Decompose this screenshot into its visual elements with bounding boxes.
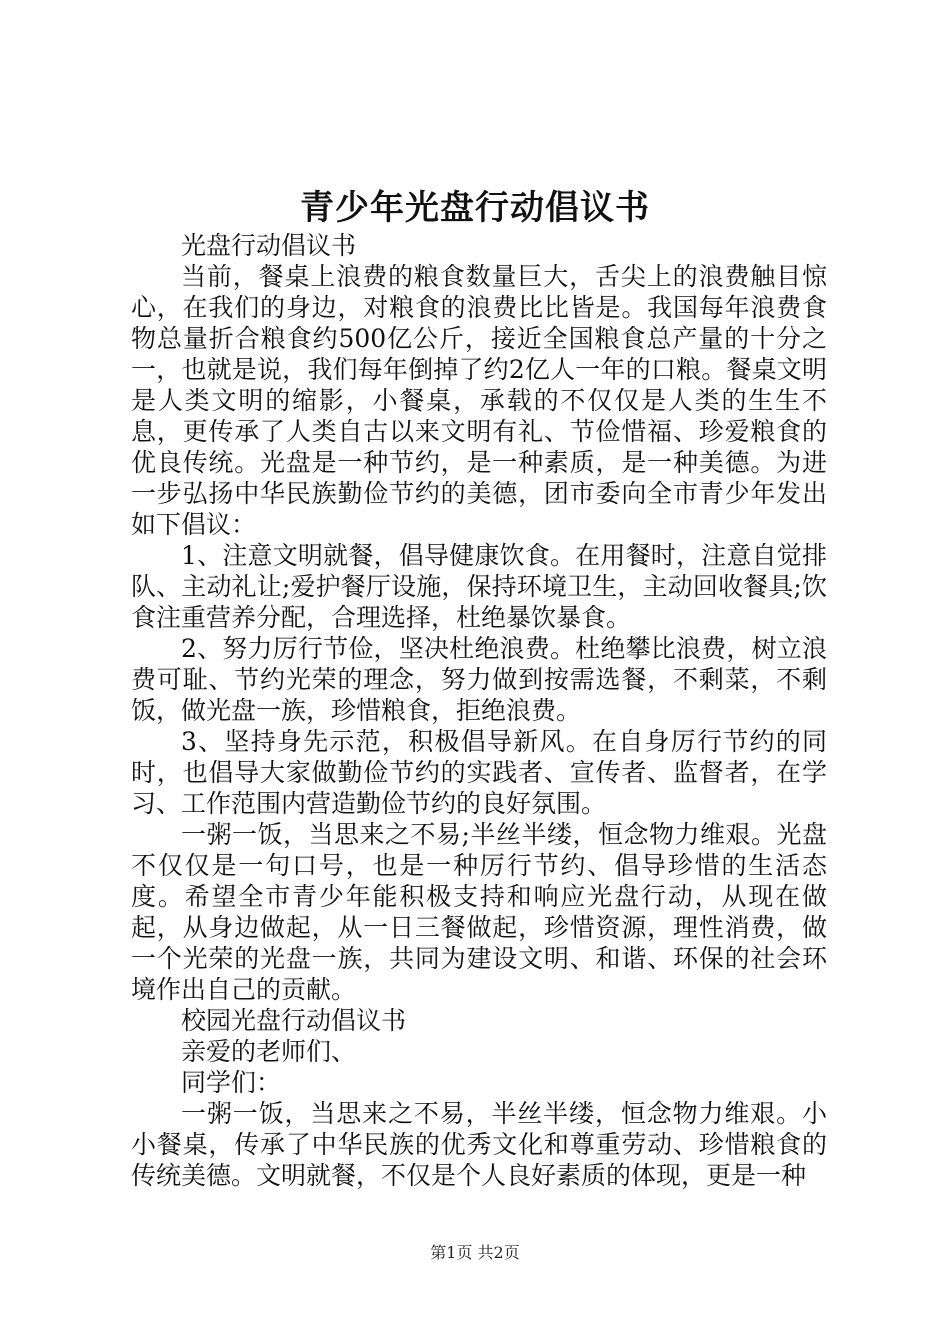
paragraph-conclusion: 一粥一饭，当思来之不易;半丝半缕，恒念物力维艰。光盘不仅仅是一句口号，也是一种厉行节约、倡导珍惜的生活态度。希望全市青少年能积极支持和响应光盘行动，从现在做起，从身边做起，从一日三餐做起，珍惜资源，理性消费，做一个光荣的光盘一族，共同为建设文明、和谐、环保的社会环境作出自己的贡献。 xyxy=(131,820,827,1004)
paragraph-intro: 当前，餐桌上浪费的粮食数量巨大，舌尖上的浪费触目惊心，在我们的身边，对粮食的浪费比比皆是。我国每年浪费食物总量折合粮食约500亿公斤，接近全国粮食总产量的十分之一，也就是说，我们每年倒掉了约2亿人一年的口粮。餐桌文明是人类文明的缩影，小餐桌，承载的不仅仅是人类的生生不息，更传承了人类自古以来文明有礼、节俭惜福、珍爱粮食的优良传统。光盘是一种节约，是一种素质，是一种美德。为进一步弘扬中华民族勤俭节约的美德，团市委向全市青少年发出如下倡议： xyxy=(131,262,827,539)
paragraph-heading-1: 光盘行动倡议书 xyxy=(181,231,357,260)
document-body xyxy=(131,230,827,1191)
paragraph-heading-2: 校园光盘行动倡议书 xyxy=(181,1006,407,1035)
paragraph-proposal-2: 2、努力厉行节俭，坚决杜绝浪费。杜绝攀比浪费，树立浪费可耻、节约光荣的理念，努力做到按需选餐，不剩菜，不剩饭，做光盘一族，珍惜粮食，拒绝浪费。 xyxy=(131,634,827,725)
paragraph-salutation-1: 亲爱的老师们、 xyxy=(181,1037,357,1066)
page-footer: 第1页 共2页 xyxy=(430,1243,520,1262)
paragraph-campus-intro: 一粥一饭，当思来之不易，半丝半缕，恒念物力维艰。小小餐桌，传承了中华民族的优秀文化和尊重劳动、珍惜粮食的传统美德。文明就餐，不仅是个人良好素质的体现，更是一种 xyxy=(131,1099,827,1190)
paragraph-proposal-3: 3、坚持身先示范，积极倡导新风。在自身厉行节约的同时，也倡导大家做勤俭节约的实践者、宣传者、监督者，在学习、工作范围内营造勤俭节约的良好氛围。 xyxy=(131,727,827,818)
document-title: 青少年光盘行动倡议书 xyxy=(300,188,650,228)
paragraph-salutation-2: 同学们： xyxy=(181,1068,282,1097)
paragraph-proposal-1: 1、注意文明就餐，倡导健康饮食。在用餐时，注意自觉排队、主动礼让;爱护餐厅设施，保持环境卫生，主动回收餐具;饮食注重营养分配，合理选择，杜绝暴饮暴食。 xyxy=(131,541,827,632)
